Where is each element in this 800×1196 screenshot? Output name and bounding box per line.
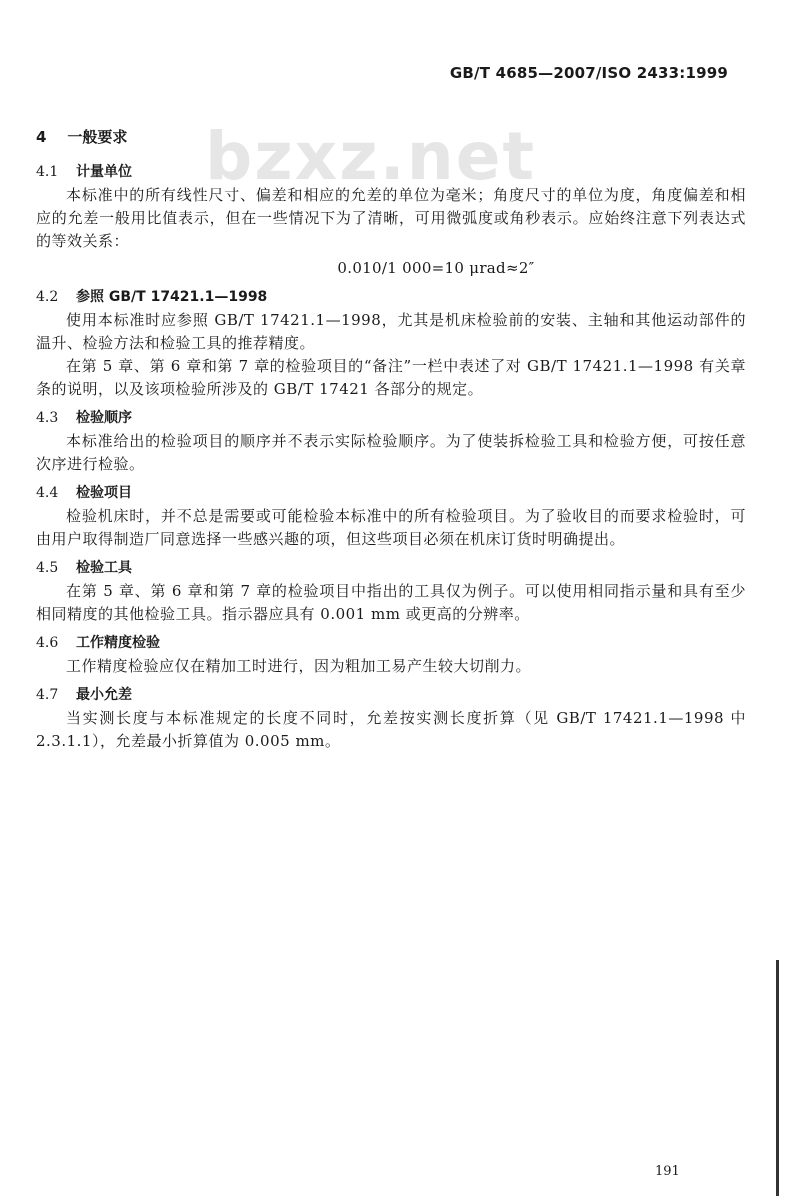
- section-heading: [36, 161, 746, 184]
- chapter-heading: [36, 126, 746, 149]
- section-number: 4.7: [36, 687, 59, 703]
- section-number: 4.3: [36, 410, 59, 426]
- section-title: 检验工具: [76, 560, 132, 576]
- section-4-1: [36, 161, 746, 280]
- section-4-6: [36, 632, 746, 678]
- document-body: [36, 126, 746, 753]
- paragraph: 本标准给出的检验项目的顺序并不表示实际检验顺序。为了使装拆检验工具和检验方便，可按任意次序进行检验。: [36, 432, 746, 473]
- scan-edge-line: [776, 960, 779, 1196]
- section-title: 工作精度检验: [76, 635, 160, 651]
- section-heading: [36, 482, 746, 505]
- chapter-title: 一般要求: [67, 128, 128, 146]
- section-4-5: [36, 557, 746, 626]
- equivalence-formula: 0.010/1 000=10 μrad≈2″: [337, 259, 535, 277]
- section-heading: [36, 557, 746, 580]
- paragraph: 工作精度检验应仅在精加工时进行，因为粗加工易产生较大切削力。: [66, 657, 532, 675]
- section-title: 检验顺序: [76, 410, 132, 426]
- section-number: 4.6: [36, 635, 59, 651]
- section-4-3: [36, 407, 746, 476]
- section-heading: [36, 286, 746, 309]
- section-number: 4.2: [36, 289, 59, 305]
- section-number: 4.1: [36, 164, 59, 180]
- section-number: 4.5: [36, 560, 59, 576]
- paragraph: 使用本标准时应参照 GB/T 17421.1—1998，尤其是机床检验前的安装、主轴和其他运动部件的温升、检验方法和检验工具的推荐精度。: [36, 311, 746, 352]
- section-heading: [36, 632, 746, 655]
- standard-code-header: GB/T 4685—2007/ISO 2433:1999: [449, 64, 728, 82]
- section-title: 参照 GB/T 17421.1—1998: [76, 289, 268, 305]
- section-heading: [36, 407, 746, 430]
- paragraph: 检验机床时，并不总是需要或可能检验本标准中的所有检验项目。为了验收目的而要求检验时，可由用户取得制造厂同意选择一些感兴趣的项，但这些项目必须在机床订货时明确提出。: [36, 507, 746, 548]
- section-4-7: [36, 684, 746, 753]
- watermark: bzxz.net: [205, 118, 537, 195]
- section-4-2: [36, 286, 746, 401]
- section-number: 4.4: [36, 485, 59, 501]
- paragraph: 本标准中的所有线性尺寸、偏差和相应的允差的单位为毫米；角度尺寸的单位为度，角度偏差和相应的允差一般用比值表示，但在一些情况下为了清晰，可用微弧度或角秒表示。应始终注意下列表达式的等效关系：: [36, 186, 746, 250]
- section-title: 检验项目: [76, 485, 132, 501]
- chapter-number: 4: [36, 128, 47, 146]
- section-heading: [36, 684, 746, 707]
- section-title: 最小允差: [76, 687, 132, 703]
- section-title: 计量单位: [76, 164, 132, 180]
- page-number: 191: [655, 1164, 680, 1179]
- section-4-4: [36, 482, 746, 551]
- paragraph: 在第 5 章、第 6 章和第 7 章的检验项目的“备注”一栏中表述了对 GB/T 17421.1—1998 有关章条的说明，以及该项检验所涉及的 GB/T 17421 各部分的规定。: [36, 357, 746, 398]
- paragraph: 在第 5 章、第 6 章和第 7 章的检验项目中指出的工具仅为例子。可以使用相同指示量和具有至少相同精度的其他检验工具。指示器应具有 0.001 mm 或更高的分辨率。: [36, 582, 746, 623]
- paragraph: 当实测长度与本标准规定的长度不同时，允差按实测长度折算（见 GB/T 17421.1—1998 中 2.3.1.1），允差最小折算值为 0.005 mm。: [36, 709, 746, 750]
